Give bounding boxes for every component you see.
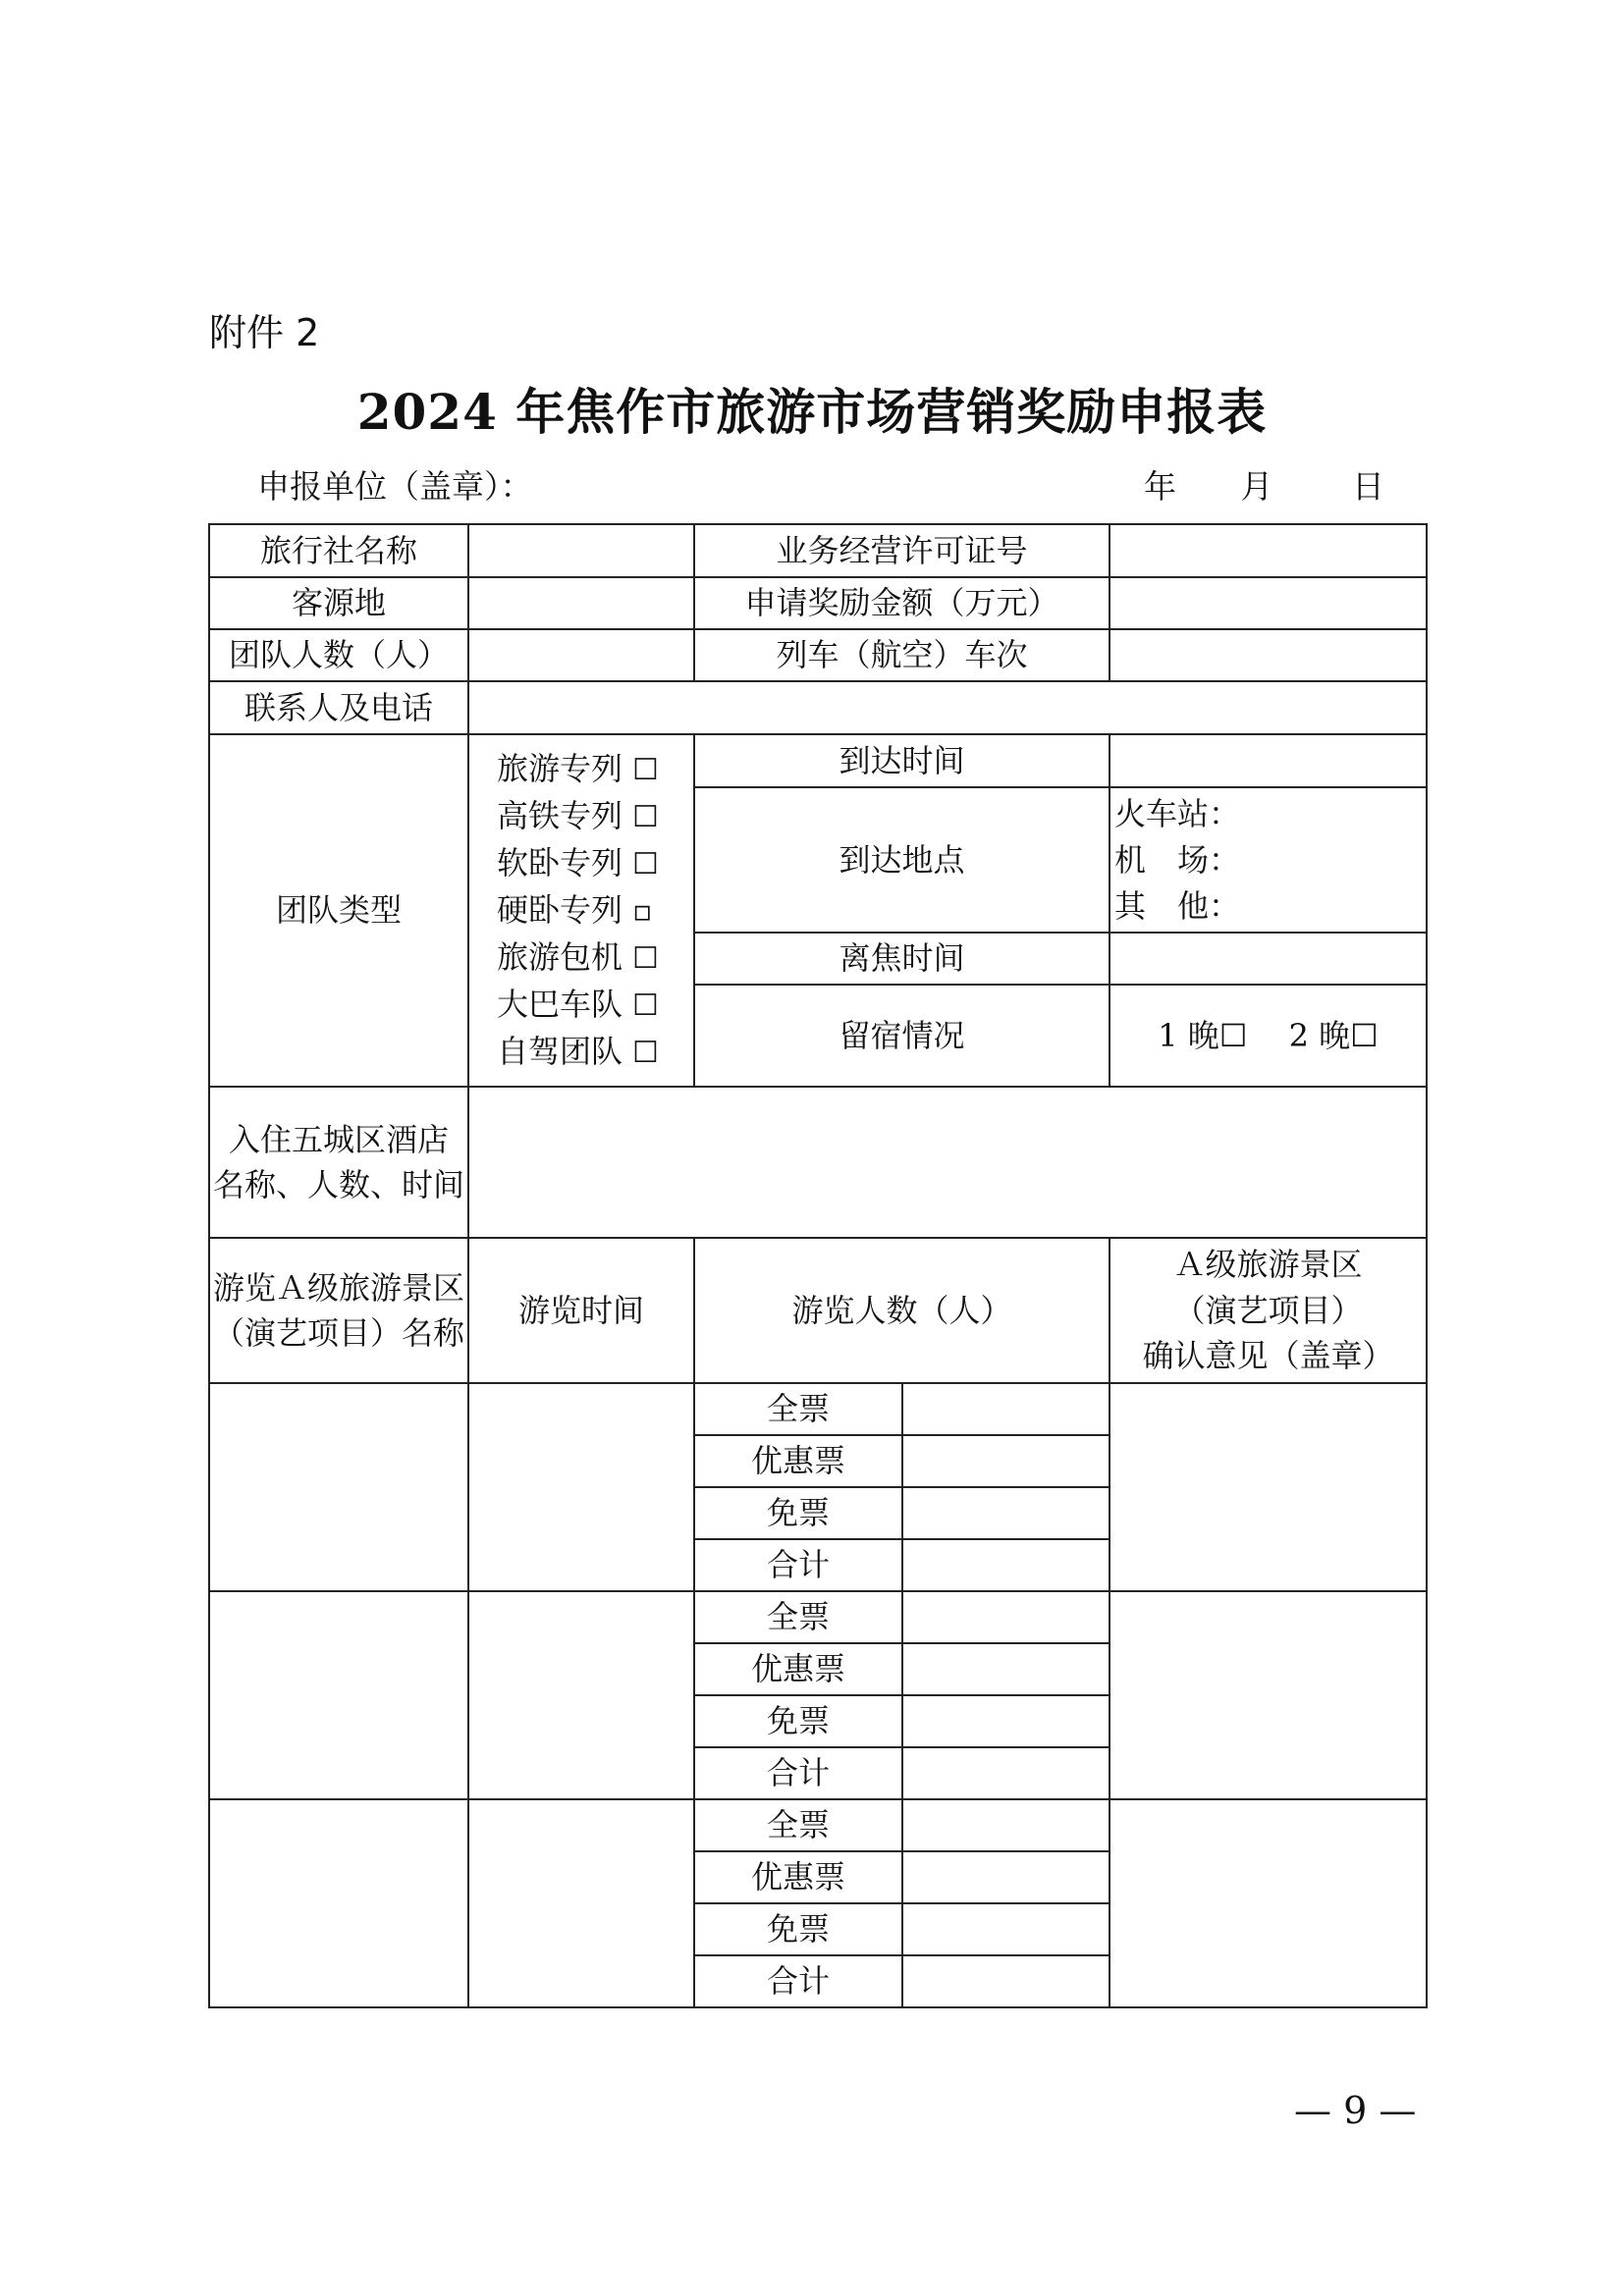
ticket-field[interactable] [902, 1539, 1110, 1591]
confirm-field[interactable] [1110, 1383, 1427, 1591]
checkbox-icon[interactable]: ☐ [632, 799, 659, 834]
table-row [209, 524, 1427, 577]
ticket-field[interactable] [902, 1383, 1110, 1435]
amount-field[interactable] [1110, 577, 1427, 629]
source-field[interactable] [468, 577, 694, 629]
ticket-field[interactable] [902, 1799, 1110, 1851]
agency-name-field[interactable] [468, 524, 694, 577]
scenic-name-field[interactable] [209, 1799, 468, 2007]
table-row [209, 577, 1427, 629]
ticket-label: 全票 [694, 1383, 902, 1435]
arrival-place-field[interactable] [1110, 787, 1427, 933]
checkbox-icon[interactable]: ☐ [632, 940, 659, 976]
confirm-field[interactable] [1110, 1799, 1427, 2007]
ticket-field[interactable] [902, 1955, 1110, 2007]
table-row [209, 1591, 1427, 1643]
visit-count-label: 游览人数（人） [694, 1238, 1110, 1383]
date-day: 日 [1352, 467, 1384, 506]
ticket-label: 免票 [694, 1903, 902, 1955]
application-form-table [208, 523, 1428, 2008]
table-row [209, 629, 1427, 681]
table-row [209, 734, 1427, 787]
table-row [209, 1799, 1427, 1851]
scenic-name-field[interactable] [209, 1383, 468, 1591]
ticket-field[interactable] [902, 1695, 1110, 1747]
visit-time-field[interactable] [468, 1799, 694, 2007]
applicant-unit-label: 申报单位（盖章）： [257, 467, 533, 506]
confirm-field[interactable] [1110, 1591, 1427, 1799]
group-size-label: 团队人数（人） [209, 629, 468, 681]
checkbox-icon[interactable]: ▫ [632, 893, 653, 929]
page-number: — 9 — [1294, 2089, 1417, 2132]
other-label: 其 他： [1114, 886, 1241, 925]
ticket-label: 优惠票 [694, 1643, 902, 1695]
type-option[interactable]: 软卧专列 ☐ [497, 843, 659, 881]
stay-options[interactable]: 1 晚☐ 2 晚☐ [1110, 985, 1427, 1087]
ticket-label: 免票 [694, 1695, 902, 1747]
train-flight-label: 列车（航空）车次 [694, 629, 1110, 681]
ticket-label: 全票 [694, 1799, 902, 1851]
stay-label: 留宿情况 [694, 985, 1110, 1087]
checkbox-icon[interactable]: ☐ [632, 752, 659, 787]
license-no-label: 业务经营许可证号 [694, 524, 1110, 577]
arrival-place-label: 到达地点 [694, 787, 1110, 933]
agency-name-label: 旅行社名称 [209, 524, 468, 577]
group-type-label: 团队类型 [209, 734, 468, 1087]
visit-time-field[interactable] [468, 1383, 694, 1591]
type-option[interactable]: 旅游专列 ☐ [497, 749, 659, 787]
ticket-label: 免票 [694, 1487, 902, 1539]
ticket-field[interactable] [902, 1643, 1110, 1695]
ticket-label: 优惠票 [694, 1435, 902, 1487]
arrival-time-label: 到达时间 [694, 734, 1110, 787]
table-row [209, 1383, 1427, 1435]
ticket-label: 全票 [694, 1591, 902, 1643]
ticket-field[interactable] [902, 1747, 1110, 1799]
ticket-field[interactable] [902, 1435, 1110, 1487]
ticket-field[interactable] [902, 1591, 1110, 1643]
table-row [209, 681, 1427, 734]
license-no-field[interactable] [1110, 524, 1427, 577]
ticket-label: 合计 [694, 1539, 902, 1591]
type-option[interactable]: 旅游包机 ☐ [497, 937, 659, 976]
train-flight-field[interactable] [1110, 629, 1427, 681]
form-title: 2024 年焦作市旅游市场营销奖励申报表 [356, 383, 1268, 441]
amount-label: 申请奖励金额（万元） [694, 577, 1110, 629]
ticket-field[interactable] [902, 1903, 1110, 1955]
type-option[interactable]: 硬卧专列 ▫ [497, 890, 653, 929]
scenic-name-field[interactable] [209, 1591, 468, 1799]
visit-time-field[interactable] [468, 1591, 694, 1799]
ticket-label: 合计 [694, 1955, 902, 2007]
scenic-name-label: 游览Ａ级旅游景区 （演艺项目）名称 [209, 1238, 468, 1383]
visit-time-label: 游览时间 [468, 1238, 694, 1383]
departure-time-field[interactable] [1110, 933, 1427, 985]
checkbox-icon[interactable]: ☐ [632, 1035, 659, 1070]
airport-label: 机 场： [1114, 840, 1241, 879]
group-type-options [468, 734, 694, 1087]
group-size-field[interactable] [468, 629, 694, 681]
arrival-time-field[interactable] [1110, 734, 1427, 787]
ticket-label: 合计 [694, 1747, 902, 1799]
ticket-field[interactable] [902, 1851, 1110, 1903]
ticket-field[interactable] [902, 1487, 1110, 1539]
train-station-label: 火车站： [1114, 794, 1241, 832]
checkbox-icon[interactable]: ☐ [632, 846, 659, 881]
source-label: 客源地 [209, 577, 468, 629]
date-line [1144, 461, 1384, 507]
departure-time-label: 离焦时间 [694, 933, 1110, 985]
type-option[interactable]: 高铁专列 ☐ [497, 796, 659, 834]
date-year: 年 [1144, 467, 1176, 506]
ticket-label: 优惠票 [694, 1851, 902, 1903]
hotel-field[interactable] [468, 1087, 1427, 1238]
contact-field[interactable] [468, 681, 1427, 734]
type-option[interactable]: 大巴车队 ☐ [497, 985, 659, 1023]
checkbox-icon[interactable]: ☐ [632, 988, 659, 1023]
contact-label: 联系人及电话 [209, 681, 468, 734]
type-option[interactable]: 自驾团队 ☐ [497, 1032, 659, 1070]
confirm-label: Ａ级旅游景区 （演艺项目） 确认意见（盖章） [1110, 1238, 1427, 1383]
attachment-label: 附件 2 [209, 311, 320, 354]
date-month: 月 [1240, 467, 1273, 506]
hotel-label: 入住五城区酒店 名称、人数、时间 [209, 1087, 468, 1238]
table-row [209, 1087, 1427, 1238]
table-row [209, 1238, 1427, 1383]
